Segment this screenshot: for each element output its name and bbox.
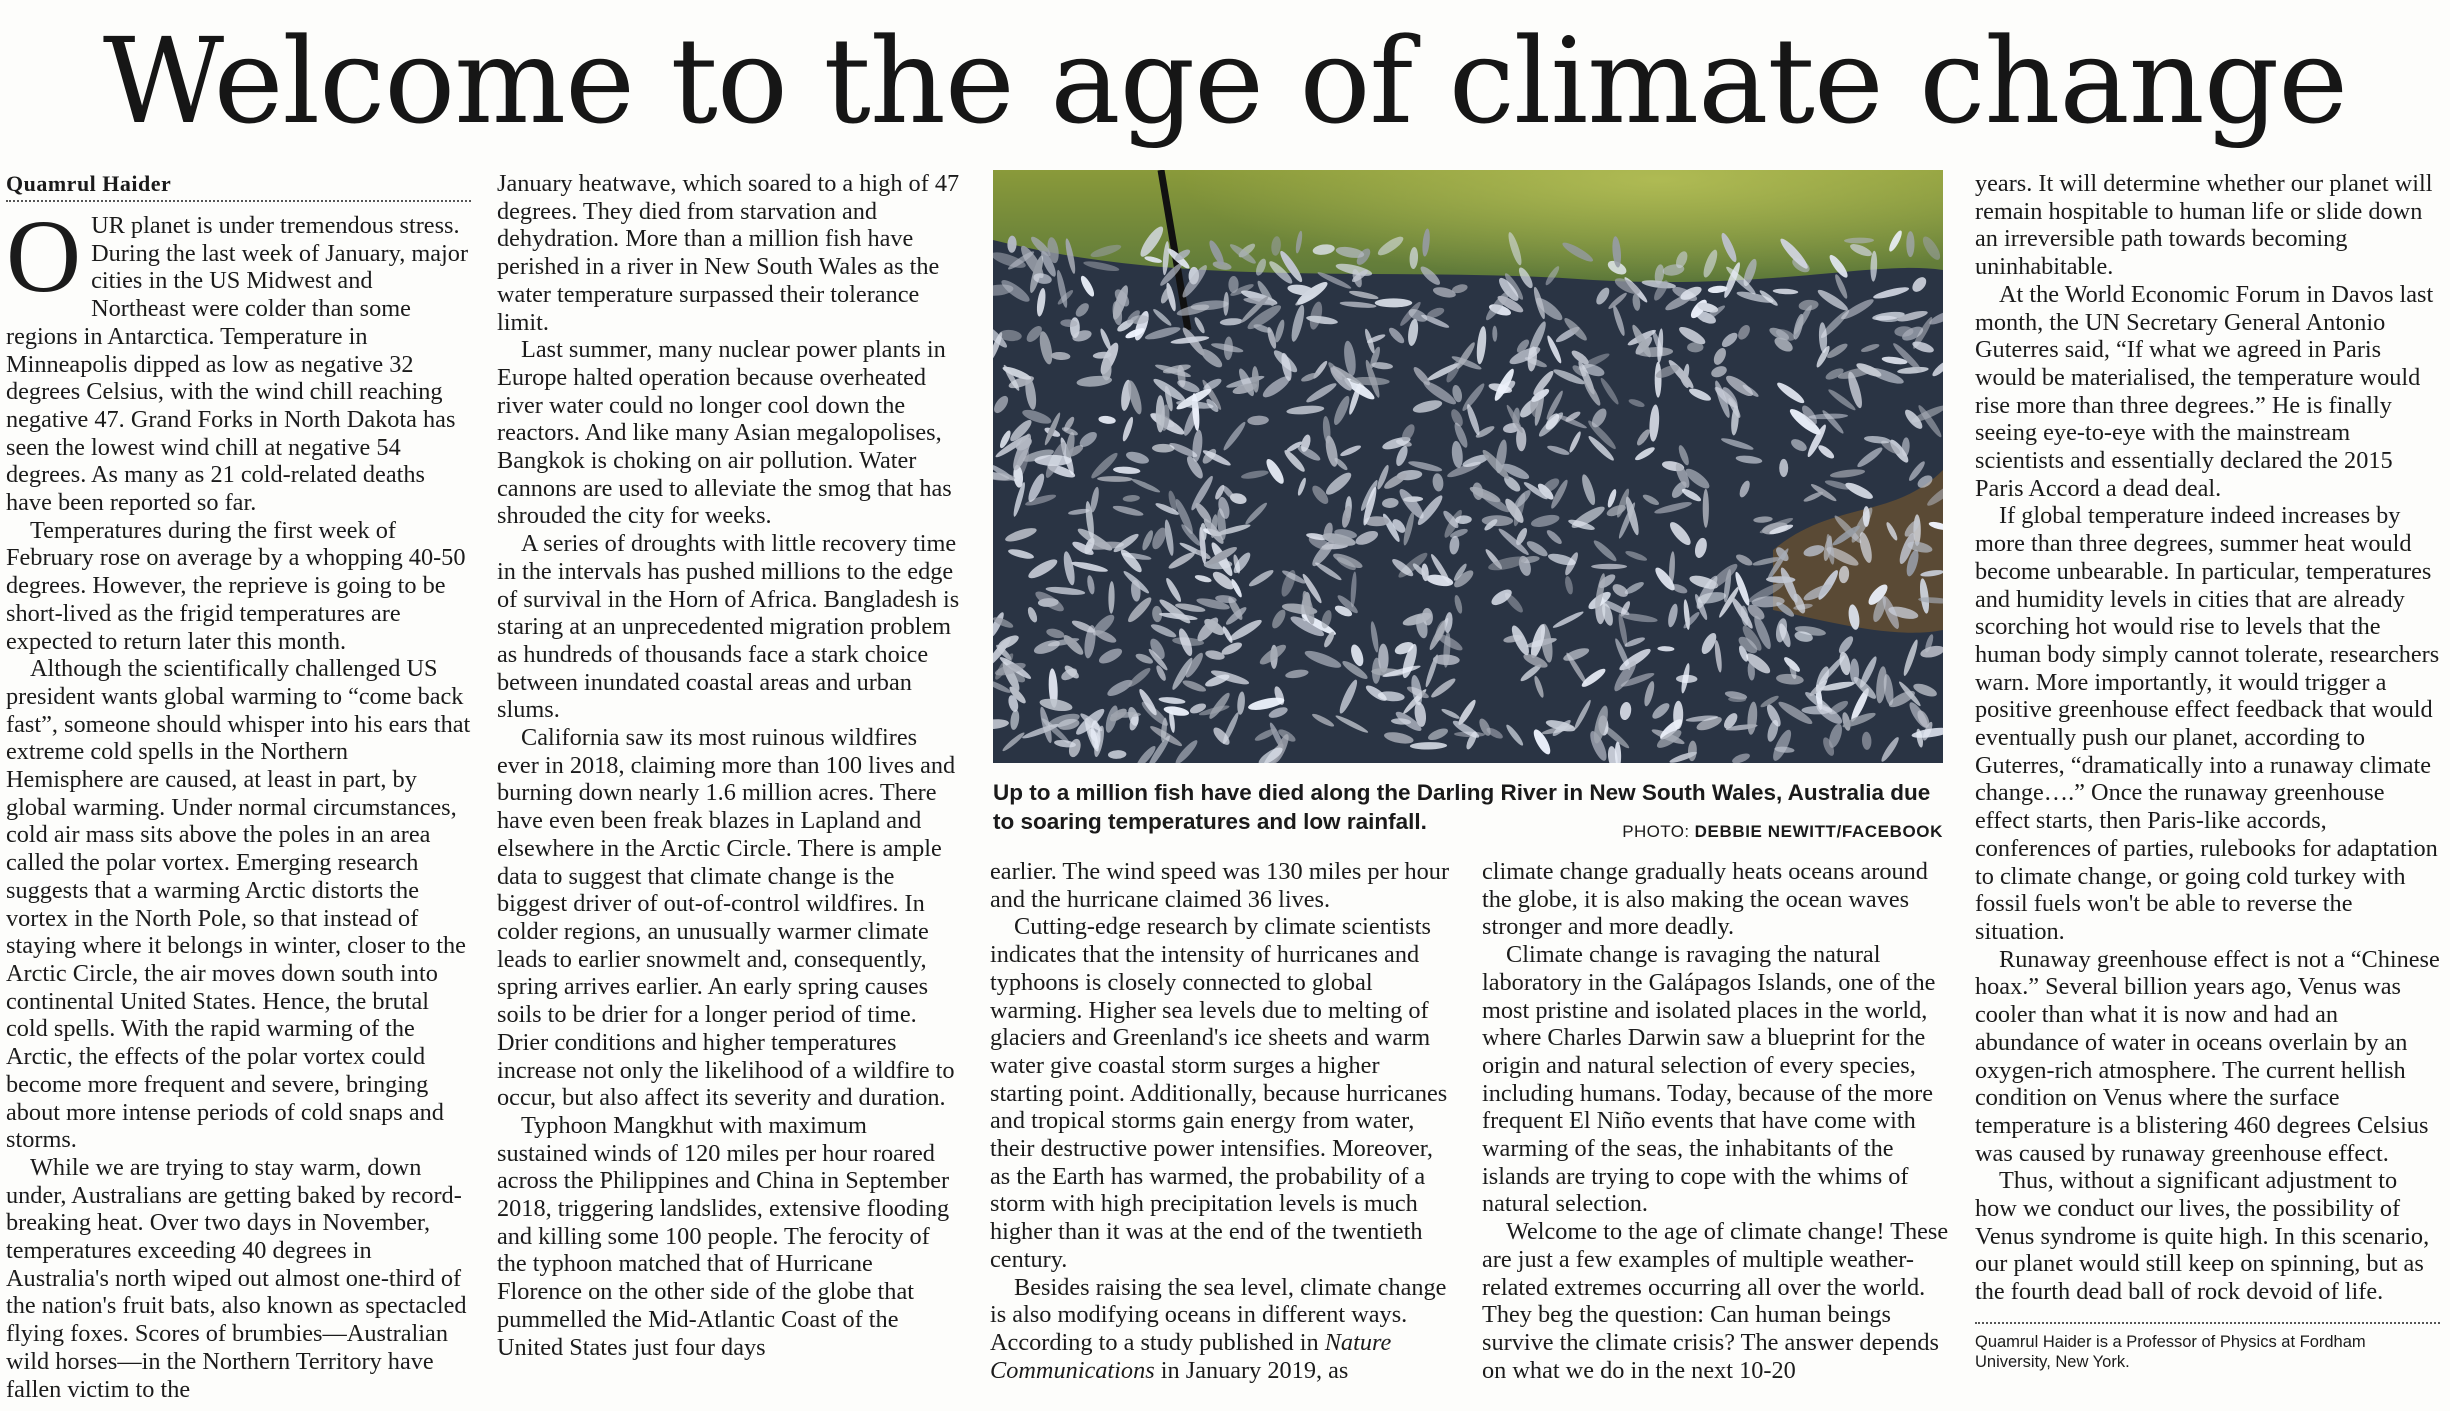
paragraph: A series of droughts with little recovery time in the intervals has pushed millions to the edge of survival in the Horn of Africa. Bangladesh is staring at an unprecedented migration problem as hundreds of thousands face a stark choice between inundated coastal areas and urban slums. xyxy=(497,530,960,724)
photo-credit: PHOTO: DEBBIE NEWITT/FACEBOOK xyxy=(1622,822,1943,841)
paragraph: years. It will determine whether our planet will remain hospitable to human life or slide down an irreversible path towards becoming uninhabitable. xyxy=(1975,170,2433,281)
paragraph: Thus, without a significant adjustment to how we conduct our lives, the possibility of Venus syndrome is quite high. In this scenario, our planet would still keep on spinning, but as the fourth dead ball of rock devoid of life. xyxy=(1975,1167,2430,1306)
article-column-1 xyxy=(6,170,471,1402)
paragraph: Temperatures during the first week of February rose on average by a whopping 40-50 degrees. However, the reprieve is going to be short-lived as the frigid temperatures are expected to return later this month. xyxy=(6,516,466,655)
paragraph: Cutting-edge research by climate scientists indicates that the intensity of hurricanes and typhoons is closely connected to global warming. Higher sea levels due to melting of glaciers and Greenland's ice sheets and warm water give coastal storm surges a higher starting point. Additionally, because hurricanes and tropical storms gain energy from water, their destructive power intensifies. Moreover, as the Earth has warmed, the probability of a storm with high precipitation levels is much higher than it was at the end of the twentieth century. xyxy=(990,913,1448,1273)
dead-fish-photo xyxy=(993,170,1943,763)
drop-cap: O xyxy=(6,199,82,314)
article-column-5 xyxy=(1975,170,2440,1402)
paragraph: Climate change is ravaging the natural laboratory in the Galápagos Islands, one of the most pristine and isolated places in the world, where Charles Darwin saw a blueprint for the origin and natural selection of every species, including humans. Today, because of the more frequent El Niño events that have come with warming of the seas, the inhabitants of the islands are trying to cope with the whims of natural selection. xyxy=(1482,941,1936,1218)
fish xyxy=(1779,459,1788,477)
byline: Quamrul Haider xyxy=(6,170,471,202)
paragraph: climate change gradually heats oceans around the globe, it is also making the ocean waves stronger and more deadly. xyxy=(1482,858,1928,941)
author-bio: Quamrul Haider is a Professor of Physics at Fordham University, New York. xyxy=(1975,1322,2440,1372)
article-column-2 xyxy=(497,170,962,1402)
photo-caption: Up to a million fish have died along the Darling River in New South Wales, Australia due to soaring temperatures and low rainfall. xyxy=(993,780,1931,834)
paragraph: Runaway greenhouse effect is not a “Chinese hoax.” Several billion years ago, Venus was cooler than what it is now and had an abundance of water in oceans overlain by an oxygen-rich atmosphere. The current hellish condition on Venus where the surface temperature is a blistering 460 degrees Celsius was caused by runaway greenhouse effect. xyxy=(1975,945,2440,1167)
fish xyxy=(1906,231,1914,257)
paragraph: At the World Economic Forum in Davos last month, the UN Secretary General Antonio Guterres said, “If what we agreed in Paris would be materialised, the temperature would rise more than three degrees.” He is finally seeing eye-to-eye with the mainstream scientists and essentially declared the 2015 Paris Accord a dead deal. xyxy=(1975,280,2434,502)
article-column-3 xyxy=(990,858,1455,1402)
paragraph: Although the scientifically challenged US president wants global warming to “come back fast”, someone should whisper into his ears that extreme cold spells in the Northern Hemisphere are caused, at least in part, by global warming. Under normal circumstances, cold air mass sits above the poles in an area called the polar vortex. Emerging research suggests that a warming Arctic distorts the vortex in the North Pole, so that instead of staying where it belongs in winter, closer to the Arctic Circle, the air moves down south into continental United States. Hence, the brutal cold spells. With the rapid warming of the Arctic, the effects of the polar vortex could become more frequent and severe, bringing about more intense periods of cold snaps and storms. xyxy=(6,655,471,1154)
journal-name: Nature Communications xyxy=(990,1328,1392,1384)
paragraph: Last summer, many nuclear power plants in Europe halted operation because overheated river water could no longer cool down the reactors. And like many Asian megalopolises, Bangkok is choking on air pollution. Water cannons are used to alleviate the smog that has shrouded the city for weeks. xyxy=(497,336,952,530)
paragraph: Typhoon Mangkhut with maximum sustained winds of 120 miles per hour roared across the Philippines and China in September 2018, triggering landslides, extensive flooding and killing some 100 people. The ferocity of the typhoon matched that of Hurricane Florence on the other side of the globe that pummelled the Mid-Atlantic Coast of the United States just four days xyxy=(497,1111,950,1361)
fish xyxy=(1703,489,1709,528)
fish xyxy=(1863,506,1870,527)
fish xyxy=(1035,455,1072,466)
paragraph: Besides raising the sea level, climate change is also modifying oceans in different ways. According to a study published in Nature Communications in January 2019, as xyxy=(990,1273,1447,1384)
paragraph: While we are trying to stay warm, down under, Australians are getting baked by record-breaking heat. Over two days in November, temperatures exceeding 40 degrees in Australia's north wiped out almost one-third of the nation's fruit bats, also known as spectacled flying foxes. Scores of brumbies—Australian wild horses—in the Northern Territory have fallen victim to the xyxy=(6,1153,467,1402)
fish xyxy=(1655,362,1662,398)
paragraph: California saw its most ruinous wildfires ever in 2018, claiming more than 100 lives and burning down nearly 1.6 million acres. There have even been freak blazes in Lapland and elsewhere in the Arctic Circle. There is ample data to suggest that climate change is the biggest driver of out-of-control wildfires. In colder regions, an unusually warmer climate leads to earlier snowmelt and, consequently, spring arrives earlier. An early spring causes soils to be drier for a longer period of time. Drier conditions and higher temperatures increase not only the likelihood of a wildfire to occur, but also affect its severity and duration. xyxy=(497,724,956,1112)
fish xyxy=(1375,298,1413,307)
paragraph: OUR planet is under tremendous stress. During the last week of January, major cities in the US Midwest and Northeast were colder than some regions in Antarctica. Temperature in Minneapolis dipped as low as negative 32 degrees Celsius, with the wind chill reaching negative 47. Grand Forks in North Dakota has seen the lowest wind chill at negative 54 degrees. As many as 21 cold-related deaths have been reported so far. xyxy=(6,199,469,517)
paragraph: Welcome to the age of climate change! These are just a few examples of multiple weather-related extremes occurring all over the world. They beg the question: Can human beings survive the climate crisis? The answer depends on what we do in the next 10-20 xyxy=(1482,1218,1949,1384)
fish xyxy=(1591,564,1627,569)
paragraph: If global temperature indeed increases by more than three degrees, summer heat would become unbearable. In particular, temperatures and humidity levels in cities that are already scorching hot would rise to levels that the human body simply cannot tolerate, researchers warn. More importantly, it would trigger a positive greenhouse effect feedback that would eventually push our planet, according to Guterres, “dramatically into a runaway climate change….” Once the runaway greenhouse effect starts, then Paris-like accords, conferences of parties, rulebooks for adaptation to climate change, or going cold turkey with fossil fuels won't be able to reverse the situation. xyxy=(1975,502,2440,945)
fish xyxy=(1156,395,1165,432)
article-column-4 xyxy=(1482,858,1952,1402)
headline: Welcome to the age of climate change xyxy=(102,12,2348,150)
paragraph: earlier. The wind speed was 130 miles per hour and the hurricane claimed 36 lives. xyxy=(990,858,1450,913)
paragraph: January heatwave, which soared to a high of 47 degrees. They died from starvation and dehydration. More than a million fish have perished in a river in New South Wales as the water temperature surpassed their tolerance limit. xyxy=(497,170,960,336)
